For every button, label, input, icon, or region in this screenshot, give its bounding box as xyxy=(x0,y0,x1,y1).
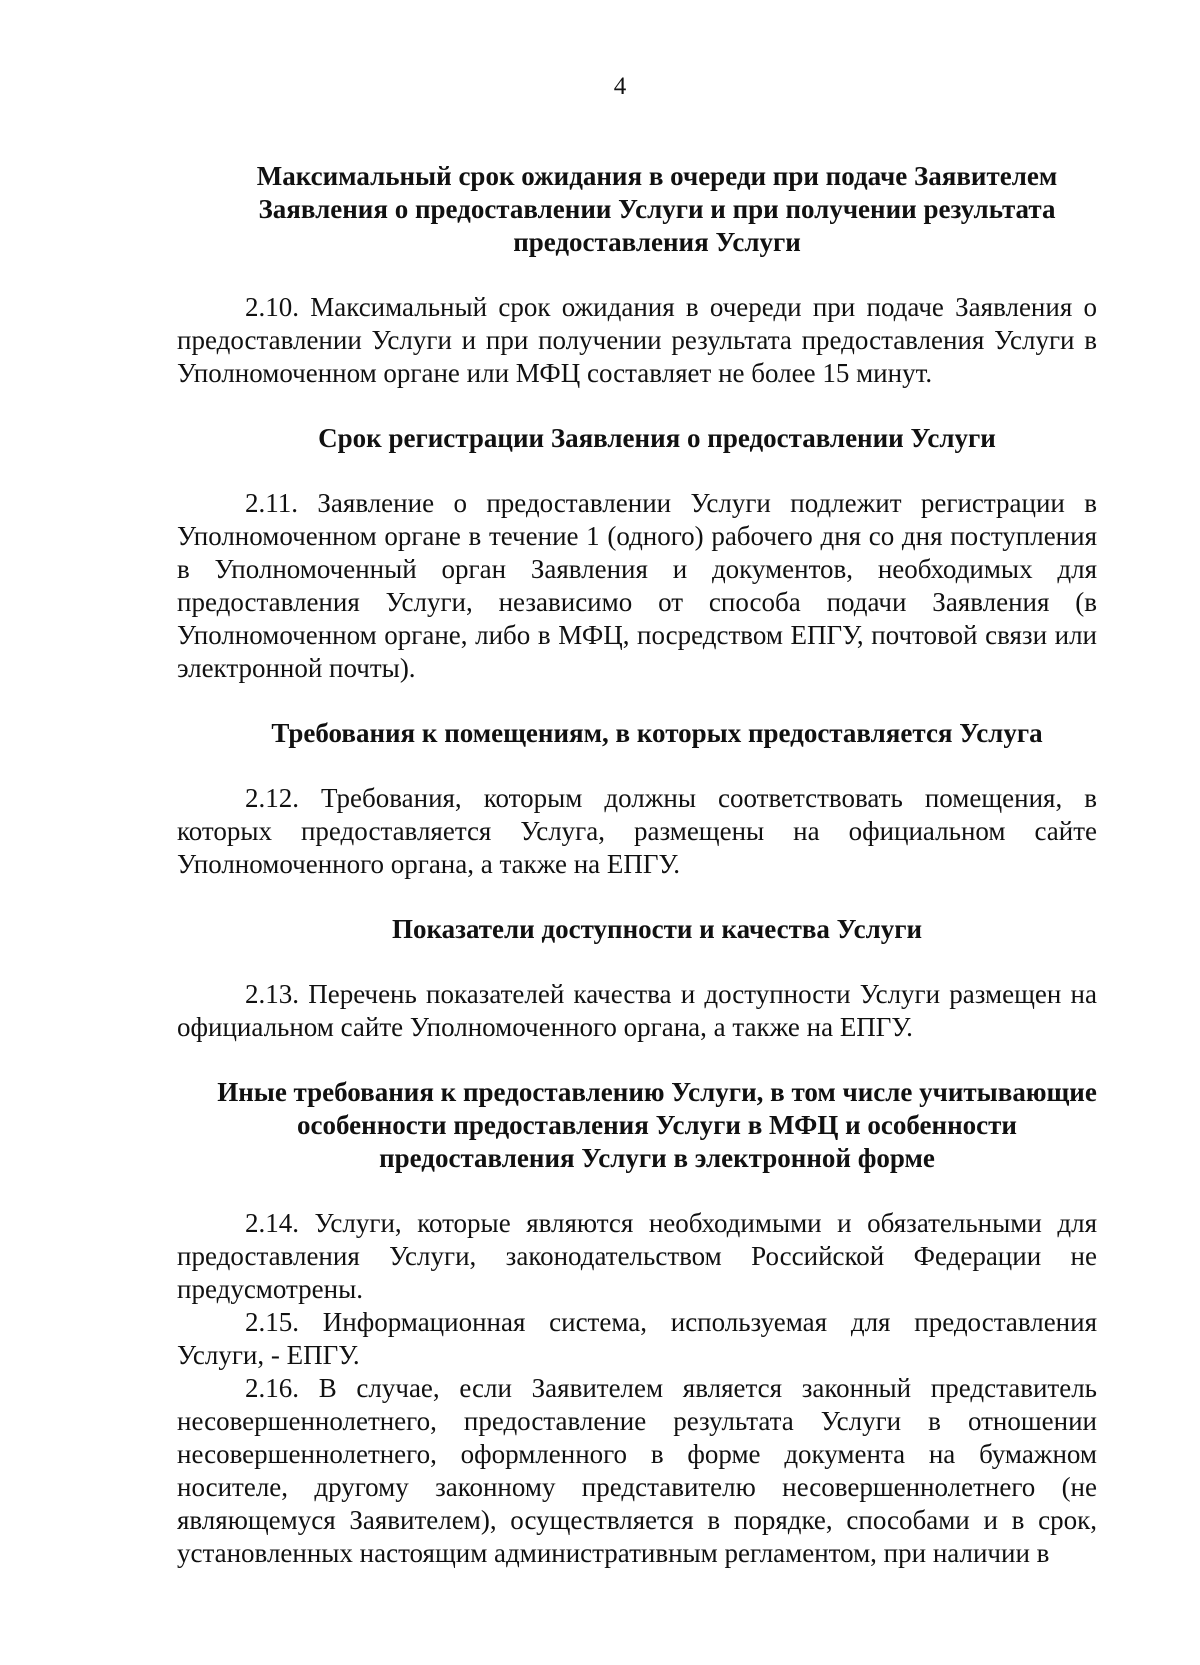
paragraph-2-13: 2.13. Перечень показателей качества и доступности Услуги размещен на официальном сайте Уполномоченного органа, а также на ЕПГУ. xyxy=(177,979,1097,1042)
paragraph-2-10: 2.10. Максимальный срок ожидания в очереди при подаче Заявления о предоставлении Услуги и при получении результата предоставления Услуги в Уполномоченном органе или МФЦ составляет не более 15 минут. xyxy=(177,292,1097,388)
section-heading-queue-time: Максимальный срок ожидания в очереди при подаче Заявителем Заявления о предоставлении Услуги и при получении результата предоставления Услуги xyxy=(256,161,1058,257)
paragraph-2-12: 2.12. Требования, которым должны соответствовать помещения, в которых предоставляется Услуга, размещены на официальном сайте Уполномоченного органа, а также на ЕПГУ. xyxy=(177,783,1097,879)
paragraph-2-16: 2.16. В случае, если Заявителем является законный представитель несовершеннолетнего, предоставление результата Услуги в отношении несовершеннолетнего, оформленного в форме документа на бумажном носителе, другому законному представителю несовершеннолетнего (не являющемуся Заявителем), осуществляется в порядке, способами и в срок, установленных настоящим административным регламентом, при наличии в xyxy=(177,1373,1097,1568)
paragraph-2-15: 2.15. Информационная система, используемая для предоставления Услуги, - ЕПГУ. xyxy=(177,1307,1097,1370)
paragraph-2-11: 2.11. Заявление о предоставлении Услуги подлежит регистрации в Уполномоченном органе в течение 1 (одного) рабочего дня со дня поступления в Уполномоченный орган Заявления и документов, необходимых для предоставления Услуги, независимо от способа подачи Заявления (в Уполномоченном органе, либо в МФЦ, посредством ЕПГУ, почтовой связи или электронной почты). xyxy=(177,488,1097,683)
section-heading-quality-indicators: Показатели доступности и качества Услуги xyxy=(391,914,923,944)
paragraph-2-14: 2.14. Услуги, которые являются необходимыми и обязательными для предоставления Услуги, законодательством Российской Федерации не предусмотрены. xyxy=(177,1208,1097,1304)
page-number: 4 xyxy=(613,73,627,100)
section-heading-other-requirements: Иные требования к предоставлению Услуги, в том числе учитывающие особенности предоставления Услуги в МФЦ и особенности предоставления Услуги в электронной форме xyxy=(217,1077,1097,1173)
document-body xyxy=(177,160,1097,1570)
section-heading-premises-requirements: Требования к помещениям, в которых предоставляется Услуга xyxy=(271,718,1043,748)
section-heading-registration-term: Срок регистрации Заявления о предоставлении Услуги xyxy=(318,423,996,453)
